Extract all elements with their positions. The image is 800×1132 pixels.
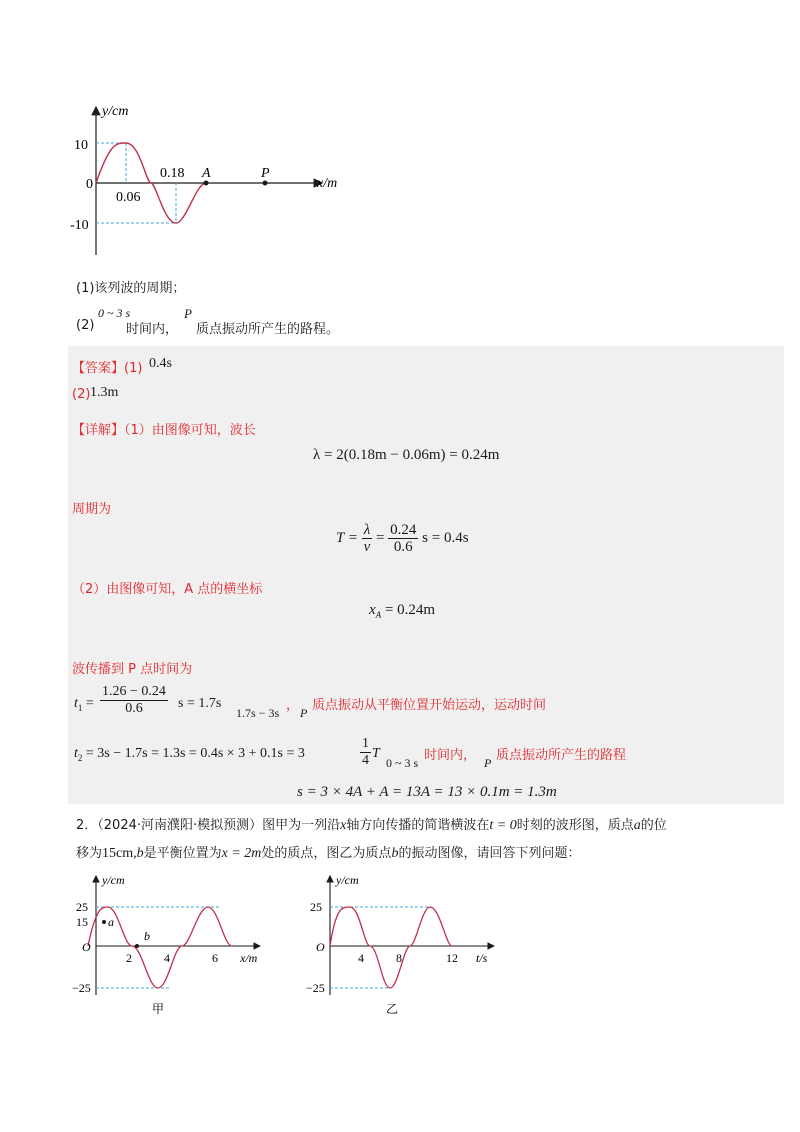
- fig3-tick-neg25: −25: [306, 981, 325, 995]
- fig2-label-b: b: [144, 929, 150, 943]
- eq-t2: $t_2 = 3s - 1.7s = 1.3s = 0.4s \times 3 + 0.1s = 3$ $\frac{1}{4}$ T 0 ~ 3 s 时间内， P 质点振动所产生的路程: [74, 736, 627, 770]
- fig2-tick-2: 2: [126, 951, 132, 965]
- wave-figure-1: [60, 95, 360, 265]
- point-a-dot: [102, 920, 106, 924]
- question-2-stem: 2．（2024·河南濮阳·模拟预测）图甲为一列沿x轴方向传播的简谐横波在t = 0时刻的波形图，质点a的位 移为15cm,b是平衡位置为x = 2m处的质点，图乙为质点b的振动图像，请回答下列问题：: [76, 818, 667, 861]
- answer-2-num: (2): [72, 387, 91, 402]
- fig2-tick-25: 25: [76, 900, 88, 914]
- fig2-origin: O: [82, 940, 91, 954]
- fig2-tick-6: 6: [212, 951, 218, 965]
- period-label: 周期为: [72, 502, 112, 517]
- fig2-label-a: a: [108, 915, 114, 929]
- wave-figure-jia: [70, 870, 270, 1020]
- fig1-label-p: P: [261, 166, 270, 181]
- fig2-ylabel: y/cm: [102, 873, 125, 887]
- fig3-tick-8: 8: [396, 951, 402, 965]
- answer-2-value: 1.3m: [90, 385, 119, 400]
- eq-lambda: λ = 2(0.18m − 0.06m) = 0.24m: [313, 447, 500, 463]
- fig3-caption: 乙: [386, 1002, 399, 1016]
- eq-period: T = $\frac{\lambda}{v}$ = $\frac{0.24}{0.6}$ s = 0.4s: [336, 522, 469, 555]
- fig1-tick-neg10: -10: [70, 218, 89, 233]
- fig3-ylabel: y/cm: [336, 873, 359, 887]
- detail-1: 【详解】（1）由图像可知，波长: [72, 423, 256, 438]
- fig1-xlabel: x/m: [317, 176, 338, 191]
- fig1-x-peak: 0.06: [116, 190, 141, 205]
- fig2-xlabel: x/m: [240, 951, 258, 965]
- fig2-tick-15: 15: [76, 915, 88, 929]
- question-2: (2) 0 ~ 3 s 时间内， P 质点振动所产生的路程。: [76, 306, 340, 337]
- fig3-tick-4: 4: [358, 951, 364, 965]
- fig1-tick-10: 10: [74, 138, 88, 153]
- fig1-origin: 0: [86, 177, 93, 192]
- fig1-x-trough: 0.18: [160, 166, 185, 181]
- fig2-caption: 甲: [152, 1002, 165, 1016]
- vibration-curve: [330, 907, 452, 988]
- answer-label: 【答案】(1): [72, 361, 143, 376]
- eq-xa: $x_A = 0.24m$: [369, 602, 436, 620]
- fig3-tick-12: 12: [446, 951, 458, 965]
- eq-path: s = 3 × 4A + A = 13A = 13 × 0.1m = 1.3m: [297, 784, 557, 800]
- fig2-tick-neg25: −25: [72, 981, 91, 995]
- point-a-dot: [204, 181, 209, 186]
- question-1: (1)该列波的周期；: [76, 281, 186, 296]
- vibration-figure-yi: [302, 870, 512, 1020]
- fig3-origin: O: [316, 940, 325, 954]
- fig3-xlabel: t/s: [476, 951, 488, 965]
- fig2-tick-4: 4: [164, 951, 170, 965]
- fig3-tick-25: 25: [310, 900, 322, 914]
- point-b-dot: [135, 944, 139, 948]
- fig1-label-a: A: [202, 166, 211, 181]
- point-p-dot: [263, 181, 268, 186]
- fig1-ylabel: y/cm: [102, 104, 129, 119]
- detail-2: （2）由图像可知，A 点的横坐标: [72, 582, 263, 597]
- spread-label: 波传播到 P 点时间为: [72, 662, 193, 677]
- answer-1-value: 0.4s: [149, 356, 172, 371]
- eq-t1: $t_1$ = $\frac{1.26 - 0.24}{0.6}$ s = 1.7s 1.7s − 3s ， P 质点振动从平衡位置开始运动，运动时间: [74, 684, 547, 720]
